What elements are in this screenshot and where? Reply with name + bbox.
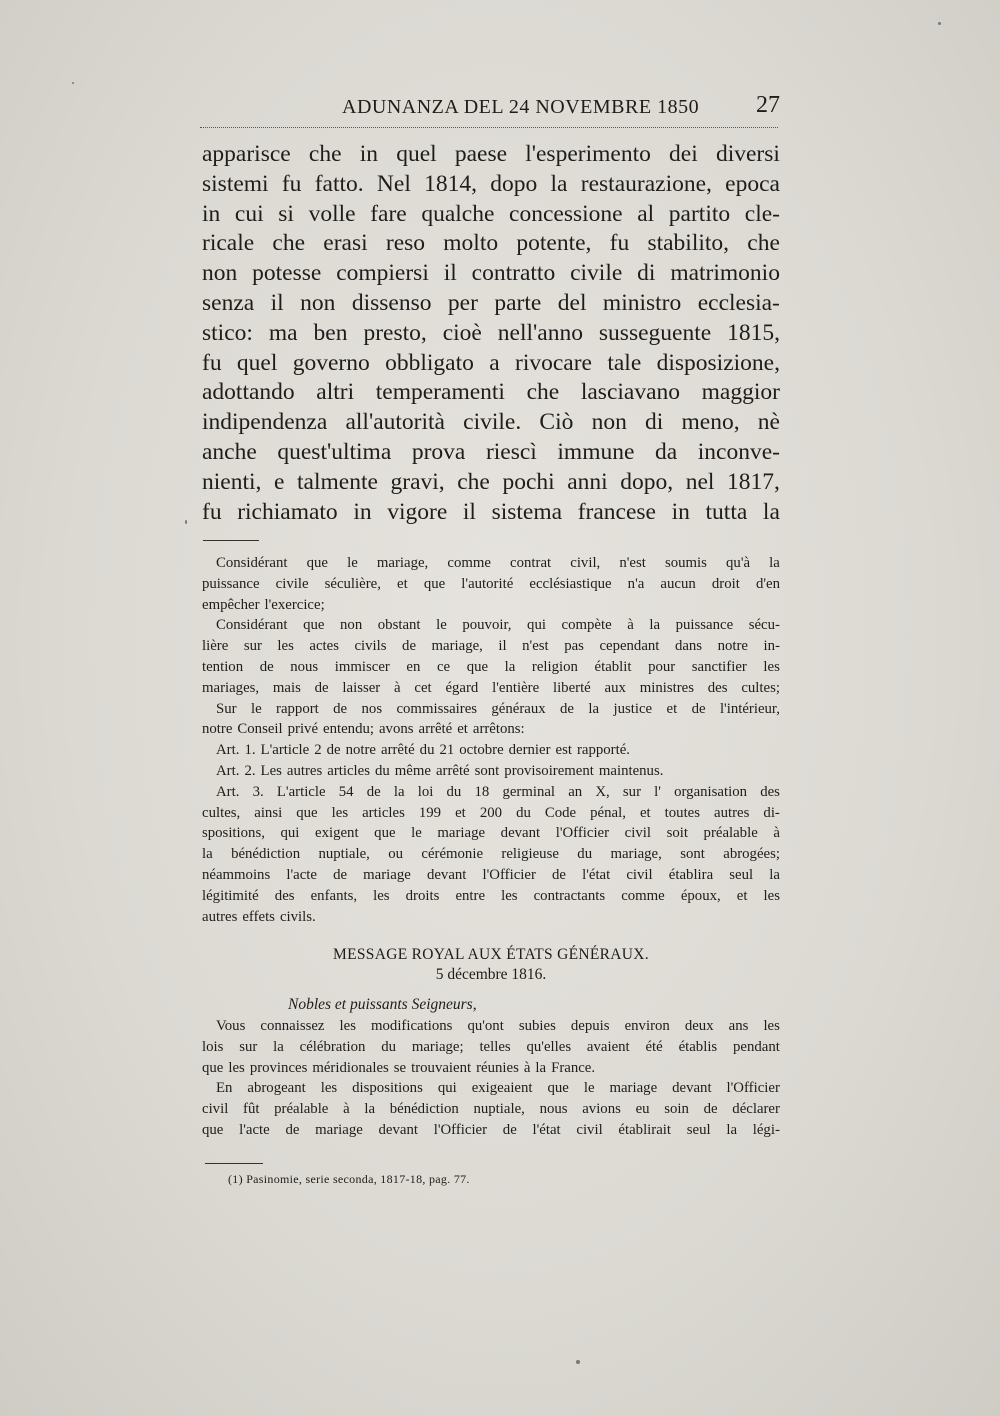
body-line: non potesse compiersi il contratto civile di matrimonio <box>202 260 780 287</box>
main-body-text <box>202 140 780 527</box>
paper-speck <box>938 22 941 25</box>
body-line: senza il non dissenso per parte del ministro ecclesia- <box>202 289 780 316</box>
message-line: que l'acte de mariage devant l'Officier de l'état civil établirait seul la légi- <box>202 1121 780 1138</box>
decree-line: empêcher l'exercice; <box>202 596 325 613</box>
body-line: fu richiamato in vigore il sistema francese in tutta la <box>202 498 780 525</box>
body-line: stico: ma ben presto, cioè nell'anno susseguente 1815, <box>202 319 780 346</box>
paper-speck <box>185 520 187 524</box>
decree-line: spositions, qui exigent que le mariage devant l'Officier civil soit préalable à <box>202 825 780 842</box>
message-line: En abrogeant les dispositions qui exigeaient que le mariage devant l'Officier <box>216 1080 780 1097</box>
body-line: sistemi fu fatto. Nel 1814, dopo la restaurazione, epoca <box>202 170 780 197</box>
message-line: lois sur la célébration du mariage; telles qu'elles avaient été établis pendant <box>202 1038 780 1055</box>
decree-line: Art. 1. L'article 2 de notre arrêté du 21 octobre dernier est rapporté. <box>216 742 630 759</box>
decree-line: Considérant que non obstant le pouvoir, qui compète à la puissance sécu- <box>216 617 780 634</box>
paper-speck <box>576 1360 580 1364</box>
message-line: civil fût préalable à la bénédiction nuptiale, nous avions eu soin de déclarer <box>202 1101 780 1118</box>
page-header <box>200 92 780 132</box>
decree-line: puissance civile séculière, et que l'autorité ecclésiastique n'a aucun droit d'en <box>202 575 780 592</box>
message-body <box>202 1016 780 1141</box>
decree-line: mariages, mais de laisser à cet égard l'entière liberté aux ministres des cultes; <box>202 679 780 696</box>
decree-line: notre Conseil privé entendu; avons arrêté et arrêtons: <box>202 721 525 738</box>
footnote-1: (1) Pasinomie, serie seconda, 1817-18, pag. 77. <box>228 1172 470 1186</box>
decree-line: néammoins l'acte de mariage devant l'Officier de l'état civil établira seul la <box>202 866 780 883</box>
body-line: indipendenza all'autorità civile. Ciò non di meno, nè <box>202 409 780 436</box>
page-number: 27 <box>756 92 780 118</box>
decree-line: légitimité des enfants, les droits entre les contractants comme époux, et les <box>202 887 780 904</box>
decree-line: autres effets civils. <box>202 908 316 925</box>
decree-line: Considérant que le mariage, comme contrat civil, n'est soumis qu'à la <box>216 555 780 571</box>
decree-quotation <box>202 553 780 927</box>
decree-line: Art. 3. L'article 54 de la loi du 18 germinal an X, sur l' organisation des <box>216 783 780 800</box>
body-line: fu quel governo obbligato a rivocare tale disposizione, <box>202 349 780 376</box>
body-line: anche quest'ultima prova riescì immune da inconve- <box>202 438 780 465</box>
decree-line: la bénédiction nuptiale, ou cérémonie religieuse du mariage, sont abrogées; <box>202 846 780 863</box>
decree-line: Art. 2. Les autres articles du même arrêté sont provisoirement maintenus. <box>216 762 664 779</box>
footnote-rule-bottom <box>205 1163 263 1164</box>
body-line: ricale che erasi reso molto potente, fu stabilito, che <box>202 230 780 257</box>
body-line: apparisce che in quel paese l'esperimento dei diversi <box>202 141 780 167</box>
message-salutation: Nobles et puissants Seigneurs, <box>288 996 477 1013</box>
body-line: in cui si volle fare qualche concessione al partito cle- <box>202 200 780 227</box>
decree-line: cultes, ainsi que les articles 199 et 200 du Code pénal, et toutes autres di- <box>202 804 780 821</box>
body-line: adottando altri temperamenti che lasciavano maggior <box>202 379 780 406</box>
message-heading: MESSAGE ROYAL AUX ÉTATS GÉNÉRAUX. <box>333 946 649 963</box>
running-head: ADUNANZA DEL 24 NOVEMBRE 1850 <box>342 96 700 118</box>
message-line: que les provinces méridionales se trouvaient réunies à la France. <box>202 1059 596 1076</box>
header-rule <box>200 127 778 128</box>
message-line: Vous connaissez les modifications qu'ont subies depuis environ deux ans les <box>216 1018 780 1034</box>
body-line: nienti, e talmente gravi, che pochi anni dopo, nel 1817, <box>202 468 780 495</box>
paper-speck <box>72 82 74 84</box>
message-date: 5 décembre 1816. <box>435 966 547 983</box>
footnote-rule-top <box>203 540 259 541</box>
decree-line: Sur le rapport de nos commissaires généraux de la justice et de l'intérieur, <box>216 700 780 717</box>
decree-line: tention de nous immiscer en ce que la religion établit pour sanctifier les <box>202 658 780 675</box>
decree-line: lière sur les actes civils de mariage, il n'est pas cependant dans notre in- <box>202 638 780 655</box>
